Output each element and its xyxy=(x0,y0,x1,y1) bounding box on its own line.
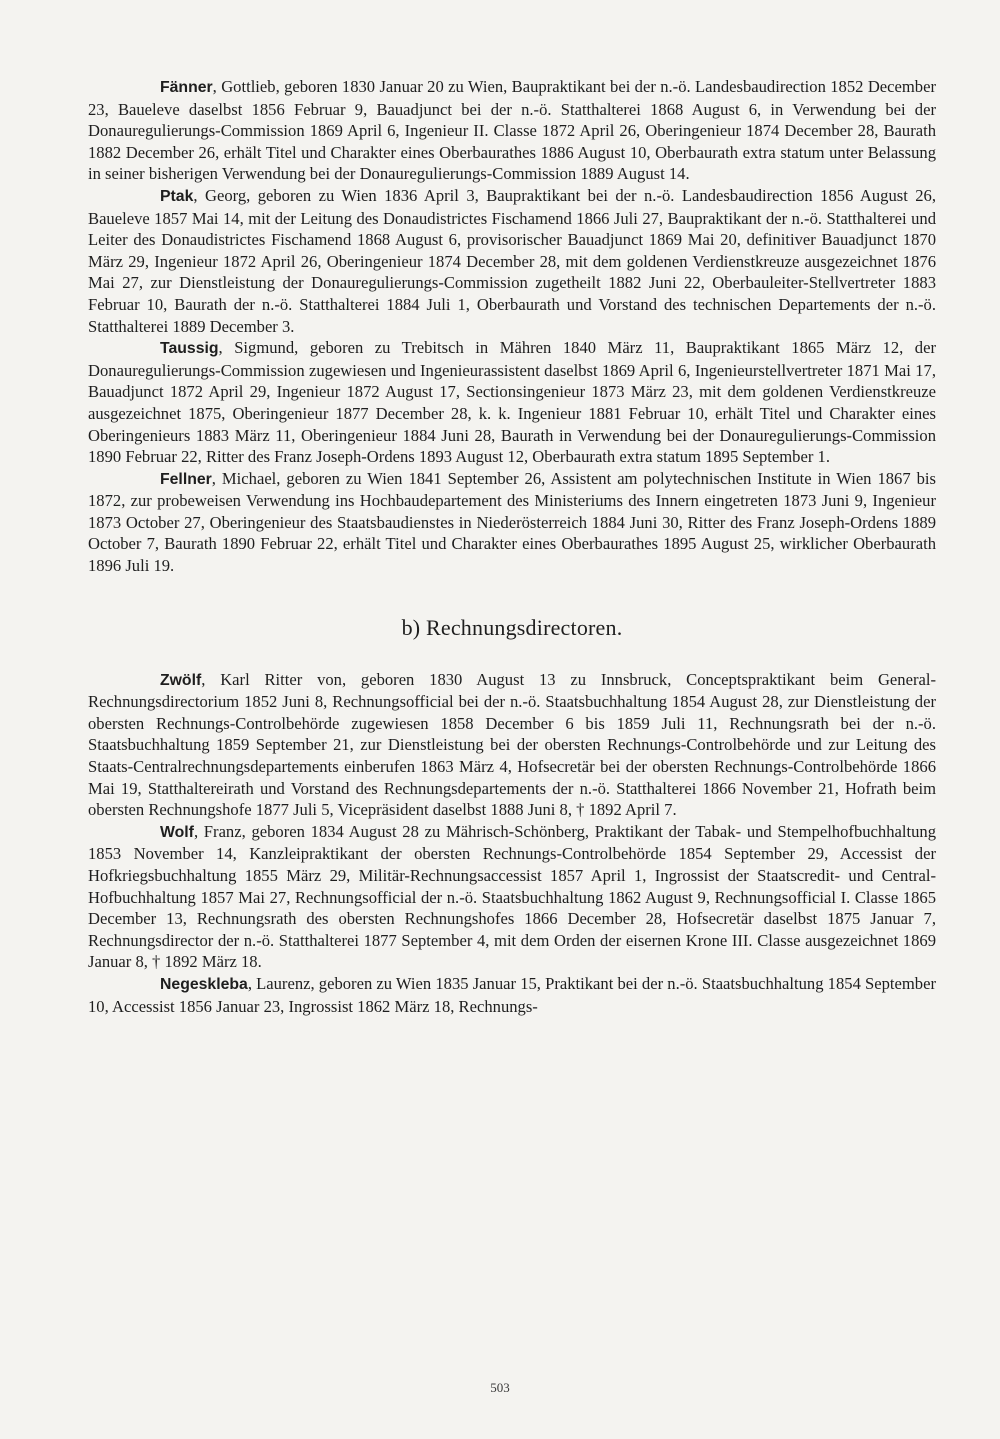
entry-ptak xyxy=(88,185,936,337)
entry-name: Taussig xyxy=(160,340,219,358)
entry-text: , Gottlieb, geboren 1830 Januar 20 zu Wien, Baupraktikant bei der n.-ö. Landesbaudirection 1852 December 23, Baueleve daselbst 1856 Februar 9, Bauadjunct bei der n.-ö. Statthalterei 1868 August 6, in Verwendung bei der Donauregulierungs-Commission 1869 April 6, Ingenieur II. Classe 1872 April 26, Oberingenieur 1874 December 28, Baurath 1882 December 26, erhält Titel und Charakter eines Oberbaurathes 1886 August 10, Oberbaurath extra statum unter Belassung in seiner bisherigen Verwendung bei der Donauregulierungs-Commission 1889 August 14. xyxy=(88,77,936,184)
entry-text: , Karl Ritter von, geboren 1830 August 13 zu Innsbruck, Conceptspraktikant beim General-Rechnungsdirectorium 1852 Juni 8, Rechnungsofficial bei der n.-ö. Staatsbuchhaltung 1854 August 28, zur Dienstleistung der obersten Rechnungs-Controlbehörde zugewiesen 1858 December 6 bis 1859 Juli 11, Rechnungsrath bei der n.-ö. Staatsbuchhaltung 1859 September 21, zur Dienstleistung bei der obersten Rechnungs-Controlbehörde und zur Leitung des Staats-Centralrechnungsdepartements einberufen 1863 März 4, Hofsecretär bei der obersten Rechnungs-Controlbehörde 1866 Mai 19, Statthaltereirath und Vorstand des Rechnungsdepartements der n.-ö. Statthalterei 1866 November 21, Hofrath beim obersten Rechnungshofe 1877 Juli 5, Vicepräsident daselbst 1888 Juni 8, † 1892 April 7. xyxy=(88,669,936,820)
entry-name: Zwölf xyxy=(160,671,202,689)
entry-faenner xyxy=(88,76,936,185)
entry-name: Wolf xyxy=(160,823,194,841)
entry-taussig xyxy=(88,337,936,468)
entry-name: Negeskleba xyxy=(160,975,248,993)
entry-name: Fellner xyxy=(160,470,212,488)
entry-text: , Michael, geboren zu Wien 1841 September 26, Assistent am polytechnischen Institute in Wien 1867 bis 1872, zur probeweisen Verwendung ins Hochbaudepartement des Ministeriums des Innern eingetreten 1873 Juni 9, Ingenieur 1873 October 27, Oberingenieur des Staatsbaudienstes in Niederösterreich 1884 Juni 30, Ritter des Franz Joseph-Ordens 1889 October 7, Baurath 1890 Februar 22, erhält Titel und Charakter eines Oberbaurathes 1895 August 25, wirklicher Oberbaurath 1896 Juli 19. xyxy=(88,468,936,576)
entry-text: , Laurenz, geboren zu Wien 1835 Januar 15, Praktikant bei der n.-ö. Staatsbuchhaltung 1854 September 10, Accessist 1856 Januar 23, Ingrossist 1862 März 18, Rechnungs- xyxy=(88,973,936,1016)
entry-name: Ptak xyxy=(160,187,194,205)
section-heading: b) Rechnungsdirectoren. xyxy=(401,614,623,640)
page-number: 503 xyxy=(490,1380,510,1395)
entry-zwoelf xyxy=(88,669,936,821)
entry-text: , Sigmund, geboren zu Trebitsch in Mähren 1840 März 11, Baupraktikant 1865 März 12, der Donauregulierungs-Commission zugewiesen und Ingenieurassistent daselbst 1869 April 6, Ingenieurstellvertreter 1871 Mai 17, Bauadjunct 1872 April 29, Ingenieur 1872 August 17, Sectionsingenieur 1873 März 23, mit dem goldenen Verdienstkreuze ausgezeichnet 1875, Oberingenieur 1877 December 28, k. k. Ingenieur 1881 Februar 10, erhält Titel und Charakter eines Oberingenieurs 1883 März 11, Oberingenieur 1884 Juni 28, Baurath in Verwendung bei der Donauregulierungs-Commission 1890 Februar 22, Ritter des Franz Joseph-Ordens 1893 August 12, Oberbaurath extra statum 1895 September 1. xyxy=(88,338,936,467)
entry-text: , Georg, geboren zu Wien 1836 April 3, Baupraktikant bei der n.-ö. Landesbaudirection 1856 August 26, Baueleve 1857 Mai 14, mit der Leitung des Donaudistrictes Fischamend 1866 Juli 27, Baupraktikant der n.-ö. Statthalterei und Leiter des Donaudistrictes Fischamend 1868 August 6, provisorischer Bauadjunct 1869 Mai 20, definitiver Bauadjunct 1870 März 29, Ingenieur 1872 April 26, Oberingenieur 1874 December 28, mit dem goldenen Verdienstkreuze ausgezeichnet 1876 Mai 27, zur Dienstleistung der Donauregulierungs-Commission zugetheilt 1882 Juni 22, Oberbauleiter-Stellvertreter 1883 Februar 10, Baurath der n.-ö. Statthalterei 1884 Juli 1, Oberbaurath und Vorstand des technischen Departements der n.-ö. Statthalterei 1889 December 3. xyxy=(88,185,936,336)
entry-text: , Franz, geboren 1834 August 28 zu Mährisch-Schönberg, Praktikant der Tabak- und Stempelhofbuchhaltung 1853 November 14, Kanzleipraktikant der obersten Rechnungs-Controlbehörde 1854 September 29, Accessist der Hofkriegsbuchhaltung 1855 März 29, Militär-Rechnungsaccessist 1857 April 1, Ingrossist der Staatscredit- und Central-Hofbuchhaltung 1857 Mai 27, Rechnungsofficial der n.-ö. Staatsbuchhaltung 1862 August 9, Rechnungsofficial I. Classe 1865 December 13, Rechnungsrath des obersten Rechnungshofes 1866 December 28, Hofsecretär daselbst 1875 Januar 7, Rechnungsdirector der n.-ö. Statthalterei 1877 September 4, mit dem Orden der eisernen Krone III. Classe ausgezeichnet 1869 Januar 8, † 1892 März 18. xyxy=(88,821,936,972)
entry-negeskleba xyxy=(88,973,936,1017)
entry-fellner xyxy=(88,468,936,577)
entry-wolf xyxy=(88,821,936,973)
entry-name: Fänner xyxy=(160,79,213,96)
